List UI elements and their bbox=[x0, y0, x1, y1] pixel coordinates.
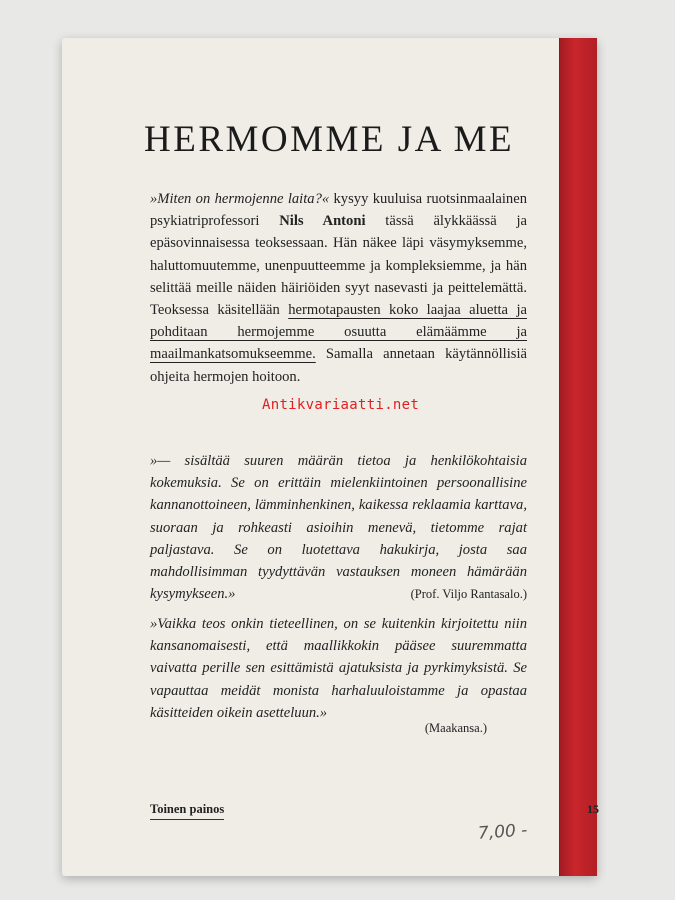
catalog-number: 15 bbox=[587, 802, 599, 816]
review-quote-2: »Vaikka teos onkin tieteellinen, on se kuitenkin kirjoitettu niin kansanomaisesti, että maallikkokin pääsee suuremmatta vaivatta perille sen esittämistä ajatuksista ja pyrkimyksistä. Se vapauttaa meidät monista harhaluuloistamme ja opastaa käsitteiden oikein asetteluun.» bbox=[150, 616, 527, 721]
underlined-passage: hermotapausten koko laajaa aluetta ja pohditaan hermojemme osuutta elämäämme ja maailmankatsomukseemme. bbox=[150, 302, 527, 363]
site-watermark: Antikvariaatti.net bbox=[262, 397, 420, 413]
opening-quote: »Miten on hermojenne laita?« bbox=[150, 191, 330, 207]
book-back-cover bbox=[62, 38, 597, 876]
edition-label: Toinen painos bbox=[150, 802, 224, 820]
review-1-source: (Prof. Viljo Rantasalo.) bbox=[410, 587, 527, 602]
description-paragraph bbox=[150, 188, 527, 388]
description-part3: Samalla annetaan käytännöllisiä ohjeita hermojen hoitoon. bbox=[150, 346, 527, 385]
author-name: Nils Antoni bbox=[279, 213, 366, 230]
review-1-text: »— sisältää suuren määrän tietoa ja henkilökohtaisia kokemuksia. Se on erittäin mielenkiintoinen persoonallisine kannanottoineen, lämminhenkinen, kaikessa reklaamia karttava, suoraan ja rohkeasti asioihin menevä, tietomme rajat paljastava. Se on luotettava hakukirja, josta saa mahdollisimman tyydyttävän vastauksen moneen hämärään kysymykseen.» bbox=[150, 453, 527, 603]
review-2-source: (Maakansa.) bbox=[424, 721, 487, 735]
description-part1: kysyy kuuluisa ruotsinmaalainen psykiatriprofessori bbox=[150, 191, 527, 230]
review-quote-1 bbox=[150, 450, 527, 605]
red-spine bbox=[559, 38, 597, 876]
description-part2: tässä älykkäässä ja epäsovinnaisessa teoksessaan. Hän näkee läpi väsymyksemme, haluttomuutemme, unenpuutteemme ja kompleksiemme, ja hän selittää meille näiden häiriöiden syyt nasevasti ja peittelemättä. Teoksessa käsitellään bbox=[150, 213, 527, 319]
book-title: HERMOMME JA ME bbox=[144, 119, 515, 160]
handwritten-price: 7,00 - bbox=[477, 820, 529, 844]
